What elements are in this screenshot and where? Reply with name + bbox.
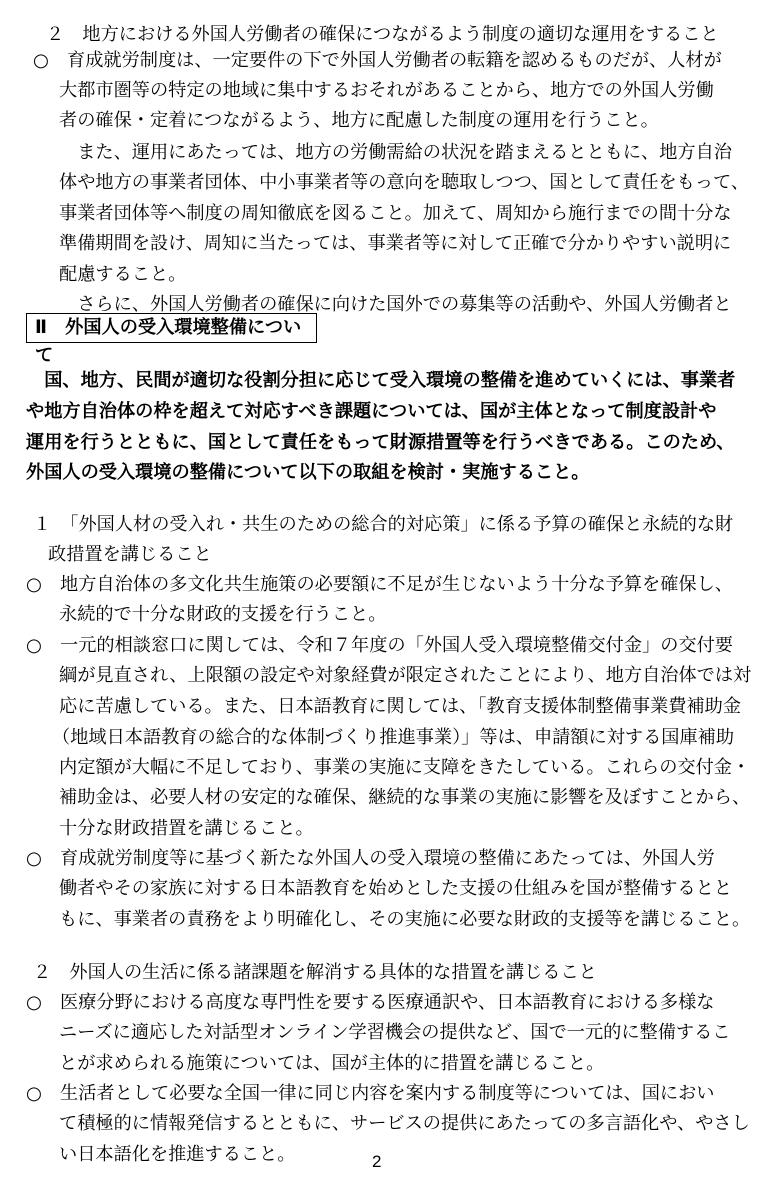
item-heading: ２ 外国人の生活に係る諸課題を解消する具体的な措置を講じること [33, 962, 597, 983]
paragraph-line: 体や地方の事業者団体、中小事業者等の意向を聴取しつつ、国として責任をもって、 [59, 172, 750, 193]
paragraph-line: 者の確保・定着につながるよう、地方に配慮した制度の運用を行うこと。 [59, 110, 659, 131]
item-heading: 政措置を講じること [48, 544, 212, 565]
paragraph-line: 事業者団体等へ制度の周知徹底を図ること。加えて、周知から施行までの間十分な [59, 203, 732, 224]
paragraph-line: さらに、外国人労働者の確保に向けた国外での募集等の活動や、外国人労働者と [59, 294, 732, 315]
page-number: 2 [372, 1152, 382, 1171]
intro-line: 運用を行うとともに、国として責任をもって財源措置等を行うべきである。このため、 [26, 432, 735, 453]
paragraph-line: ○ 育成就労制度等に基づく新たな外国人の受入環境の整備にあたっては、外国人労 [26, 848, 715, 869]
paragraph-line: 十分な財政措置を講じること。 [59, 818, 314, 839]
paragraph-line: ○ 医療分野における高度な専門性を要する医療通訳や、日本語教育における多様な [26, 992, 715, 1013]
paragraph-line: ○ 地方自治体の多文化共生施策の必要額に不足が生じないよう十分な予算を確保し、 [26, 574, 733, 595]
paragraph-line: 配慮すること。 [59, 264, 187, 285]
paragraph-line: （地域日本語教育の総合的な体制づくり推進事業）」等は、申請額に対する国庫補助 [52, 727, 735, 748]
paragraph-line: 補助金は、必要人材の安定的な確保、継続的な事業の実施に影響を及ぼすことから、 [59, 787, 751, 808]
paragraph-line: て積極的に情報発信するとともに、サービスの提供にあたっての多言語化や、やさし [59, 1113, 750, 1134]
paragraph-line: 準備期間を設け、周知に当たっては、事業者等に対して正確で分かりやすい説明に [59, 233, 732, 254]
paragraph-line: ○ 育成就労制度は、一定要件の下で外国人労働者の転籍を認めるものだが、人材が [33, 50, 722, 71]
section-title-box [26, 313, 317, 366]
paragraph-line: また、運用にあたっては、地方の労働需給の状況を踏まえるとともに、地方自治 [59, 142, 732, 163]
paragraph-line: 大都市圏等の特定の地域に集中するおそれがあることから、地方での外国人労働 [59, 80, 714, 101]
paragraph-line: 永続的で十分な財政的支援を行うこと。 [59, 604, 387, 625]
intro-line: や地方自治体の枠を超えて対応すべき課題については、国が主体となって制度設計や [26, 401, 717, 422]
intro-line: 国、地方、民間が適切な役割分担に応じて受入環境の整備を進めていくには、事業者 [26, 370, 736, 391]
section-title: Ⅱ 外国人の受入環境整備について [35, 317, 302, 366]
intro-line: 外国人の受入環境の整備について以下の取組を検討・実施すること。 [26, 462, 590, 483]
paragraph-line: もに、事業者の責務をより明確化し、その実施に必要な財政的支援等を講じること。 [59, 909, 751, 930]
paragraph-line: ○ 一元的相談窓口に関しては、令和７年度の「外国人受入環境整備交付金」の交付要 [26, 635, 733, 656]
paragraph-line: とが求められる施策については、国が主体的に措置を講じること。 [59, 1053, 605, 1074]
paragraph-line: 綱が見直され、上限額の設定や対象経費が限定されたことにより、地方自治体では対 [59, 665, 752, 686]
paragraph-line: い日本語化を推進すること。 [59, 1144, 296, 1165]
item-heading: １ 「外国人材の受入れ・共生のための総合的対応策」に係る予算の確保と永続的な財 [33, 514, 734, 535]
section-heading: ２ 地方における外国人労働者の確保につながるよう制度の適切な運用をすること [46, 24, 719, 45]
paragraph-line: ニーズに適応した対話型オンライン学習機会の提供など、国で一元的に整備するこ [59, 1022, 731, 1043]
paragraph-line: ○ 生活者として必要な全国一律に同じ内容を案内する制度等については、国におい [26, 1083, 715, 1104]
paragraph-line: 働者やその家族に対する日本語教育を始めとした支援の仕組みを国が整備するとと [59, 878, 732, 899]
paragraph-line: 応に苦慮している。また、日本語教育に関しては、「教育支援体制整備事業費補助金 [59, 696, 742, 717]
paragraph-line: 内定額が大幅に不足しており、事業の実施に支障をきたしている。これらの交付金・ [59, 757, 751, 778]
